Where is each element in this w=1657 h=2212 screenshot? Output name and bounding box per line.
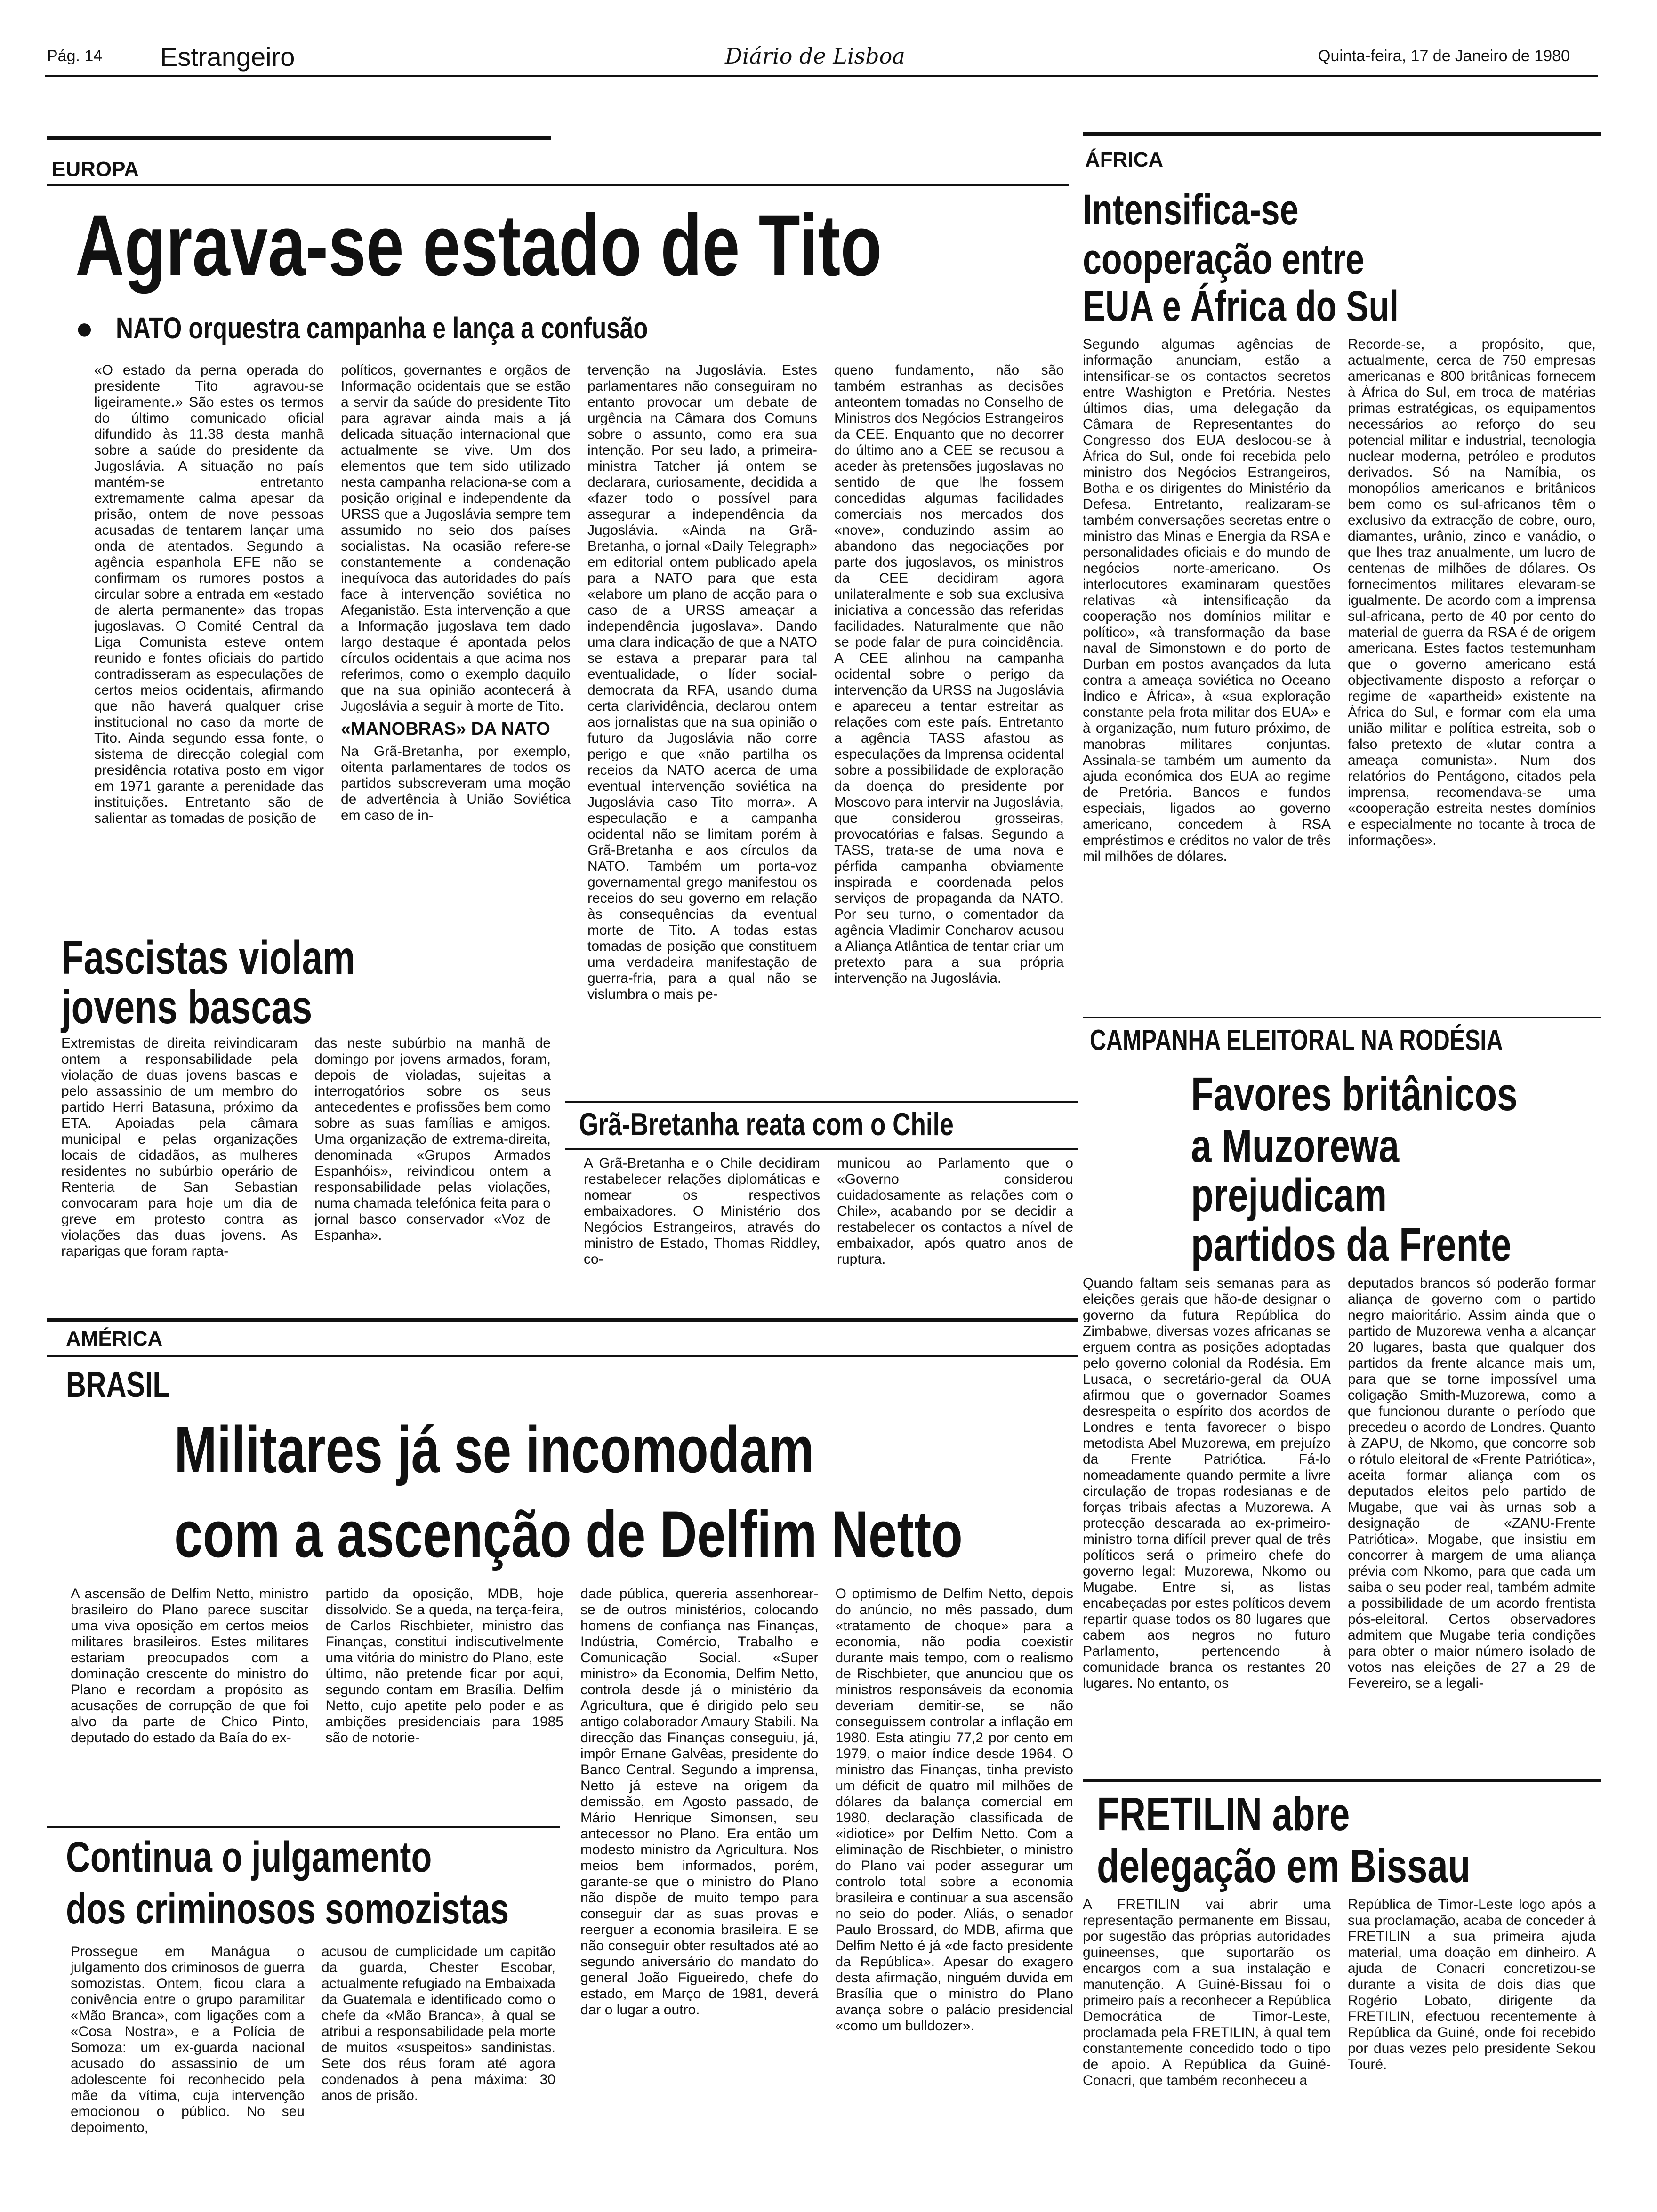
chile-col-2: municou ao Parlamento que o «Governo considerou cuidadosamente as relações com o Chile», acabando por se decidir a restabelecer os contactos a nível de embaixador, após quatro anos de ruptura. bbox=[837, 1155, 1073, 1267]
europa-headline: Agrava-se estado de Tito bbox=[75, 197, 882, 294]
europa-col-2b-text: Na Grã-Bretanha, por exemplo, oitenta parlamentares de todos os partidos subscreveram uma moção de advertência à União Soviética em caso de in- bbox=[341, 744, 571, 823]
africa-headline-3: EUA e África do Sul bbox=[1083, 282, 1399, 330]
chile-headline-rule bbox=[565, 1148, 1078, 1150]
africa-label: ÁFRICA bbox=[1085, 148, 1164, 171]
issue-date: Quinta-feira, 17 de Janeiro de 1980 bbox=[1318, 47, 1570, 65]
rodesia-col-2: deputados brancos só poderão formar aliança de governo com o partido negro maioritário. Assim ainda que o partido de Muzorewa venha a alcançar 20 lugares, basta que qualquer dos partidos da frente alcance mais um, para que se torne impossível uma coligação Smith-Muzorewa, como a que funcionou durante o período que precedeu o acordo de Londres. Quanto à ZAPU, de Nkomo, que concorre sob o rótulo eleitoral de «Frente Patriótica», aceita formar aliança com os deputados eleitos pelo partido de Mugabe, que vai às urnas sob a designação de «ZANU-Frente Patriótica». Mogabe, que insistiu em concorrer à margem de uma aliança prévia com Nkomo, para que cada um saiba o seu poder real, também admite a possibilidade de um acordo frentista pós-eleitoral. Certos observadores admitem que Mugabe teria condições para obter o maior número isolado de votos nas eleições de 27 a 29 de Fevereiro, se a legali- bbox=[1348, 1275, 1596, 1691]
europa-col-2-text: políticos, governantes e orgãos de Informação ocidentais que se estão a servir da saúde do presidente Tito para agravar ainda mais a já delicada situação internacional que actualmente se vive. Um dos elementos que tem sido utilizado nesta campanha relaciona-se com a posição original e independente da URSS que a Jugoslávia sempre tem assumido no seio dos países socialistas. Na ocasião refere-se constantemente a condenação inequívoca das autoridades do país face à intervenção soviética no Afeganistão. Esta intervenção a que a Informação jugoslava tem dado largo destaque é apontada pelos círculos ocidentais a que acima nos referimos, como o exemplo daquilo que na sua opinião acontecerá à Jugoslávia a seguir à morte de Tito. bbox=[341, 362, 571, 714]
america-country: BRASIL bbox=[66, 1365, 170, 1405]
europa-subheading: «MANOBRAS» DA NATO bbox=[341, 719, 550, 739]
europa-col-2 bbox=[341, 362, 571, 927]
rodesia-body bbox=[1083, 1275, 1596, 1746]
fretilin-headline-1: FRETILIN abre bbox=[1097, 1788, 1350, 1841]
fretilin-top-rule bbox=[1083, 1779, 1601, 1782]
newspaper-name: Diário de Lisboa bbox=[725, 43, 905, 69]
fascistas-col-1: Extremistas de direita reivindicaram ontem a responsabilidade pela violação de duas jovens bascas e pelo assassinio de um membro do partido Herri Batasuna, próximo da ETA. Apoiadas pela câmara municipal e pelas organizações locais de cidadãos, as mulheres residentes no subúrbio operário de Renteria de San Sebastian convocaram para hoje um dia de greve em protesto contra as violações das duas jovens. As raparigas que foram rapta- bbox=[61, 1035, 298, 1259]
somozistas-headline-2: dos criminosos somozistas bbox=[66, 1885, 509, 1933]
africa-col-2: Recorde-se, a propósito, que, actualmente, cerca de 750 empresas americanas e 800 britânicas fornecem à África do Sul, em troca de matérias primas estratégicas, os equipamentos necessários ao reforço do seu potencial militar e industrial, tecnologia nuclear moderna, petróleo e produtos derivados. Só na Namíbia, os monopólios americanos e britânicos bem como os sul-africanos têm o exclusivo da extracção de cobre, ouro, diamantes, urânio, zinco e vanádio, o que lhes traz anualmente, um lucro de centenas de milhões de dólares. Os fornecimentos militares elevaram-se igualmente. De acordo com a imprensa sul-africana, perto de 40 por cento do material de guerra da RSA é de origem americana. Estes factos testemunham que o governo americano está objectivamente disposto a reforçar o regime de «apartheid» existente na África do Sul, e formar com ela uma união militar e política estreita, sob o falso pretexto de «lutar contra a ameaça comunista». Num dos relatórios do Pentágono, citados pela imprensa, recomendava-se uma «cooperação estreita nestes domínios e especialmente no tocante à troca de informações». bbox=[1348, 337, 1596, 848]
america-col-1-text: A ascensão de Delfim Netto, ministro brasileiro do Plano parece suscitar uma viva oposição em certos meios militares brasileiros. Estes militares estariam preocupados com a dominação crescente do ministro do Plano e recordam a propósito as acusações de corrupção de que foi alvo da parte de Chico Pinto, deputado do estado da Baía do ex- bbox=[71, 1586, 309, 1746]
america-col-3: dade pública, quereria assenhorear-se de outros ministérios, colocando homens de confiança nas Finanças, Indústria, Comércio, Trabalho e Comunicação Social. «Super ministro» da Economia, Delfim Netto, controla desde já o ministério da Agricultura, que é dirigido pelo seu antigo colaborador Amaury Stabili. Na direcção das Finanças conseguiu, já, impôr Ernane Galvêas, presidente do Banco Central. Segundo a imprensa, Netto já esteve na origem da demissão, em Agosto passado, de Mário Henrique Simonsen, seu antecessor no Plano. Era então um modesto ministro da Agricultura. Nos meios bem informados, porém, garante-se que o ministro do Plano não dispõe de muito tempo para conseguir dar as suas provas e reerguer a economia brasileira. E se não conseguir obter resultados até ao segundo aniversário do mandato do general João Figueiredo, chefe do estado, em Março de 1981, deverá dar o lugar a outro. bbox=[580, 1586, 819, 2018]
chile-top-rule bbox=[565, 1101, 1078, 1103]
masthead-rule bbox=[45, 75, 1598, 77]
africa-headline-1: Intensifica-se bbox=[1083, 186, 1299, 234]
america-label-rule bbox=[47, 1355, 1078, 1357]
bullet-icon: ● bbox=[75, 311, 94, 345]
rodesia-col-1: Quando faltam seis semanas para as eleições gerais que hão-de designar o governo da futura República do Zimbabwe, diversas vozes africanas se erguem contra as posições adoptadas pelo governo colonial da Rodésia. Em Lusaca, o secretário-geral da OUA afirmou que o governador Soames desrespeita o espírito dos acordos de Londres e tenta favorecer o bispo metodista Abel Muzorewa, em prejuízo da Frente Patriótica. Fá-lo nomeadamente quando permite a livre circulação de tropas rodesianas e de forças tribais afectas a Muzorewa. A protecção descarada ao ex-primeiro-ministro torna difícil prever qual de três políticos será o primeiro chefe do governo legal: Muzorewa, Nkomo ou Mugabe. Entre si, as listas encabeçadas por estes políticos devem repartir quase todos os 80 lugares que cabem aos negros no futuro Parlamento, pertencendo à comunidade branca os restantes 20 lugares. No entanto, os bbox=[1083, 1275, 1331, 1691]
america-col-4: O optimismo de Delfim Netto, depois do anúncio, no mês passado, dum «tratamento de choque» para a economia, não podia coexistir durante mais tempo, com o realismo de Rischbieter, que anunciou que os ministros responsáveis da economia deveriam demitir-se, se não conseguissem controlar a inflação em 1980. Esta atingiu 77,2 por cento em 1979, o maior índice desde 1964. O ministro das Finanças, tinha previsto um déficit de quatro mil milhões de dólares da balança comercial em 1980, declaração classificada de «idiotice» por Delfim Netto. Com a eliminação de Rischbieter, o ministro do Plano vai poder assegurar um controlo total sobre a economia brasileira e continuar a sua ascensão no seio do poder. Aliás, o senador Paulo Brossard, do MDB, afirma que Delfim Netto é já «de facto presidente da República». Apesar do exagero desta afirmação, ninguém duvida em Brasília que o ministro do Plano avança sobre o palácio presidencial «como um bulldozer». bbox=[835, 1586, 1073, 2034]
europa-top-rule bbox=[47, 136, 551, 140]
rodesia-label: CAMPANHA ELEITORAL NA RODÉSIA bbox=[1090, 1024, 1503, 1057]
fascistas-col-2: das neste subúrbio na manhã de domingo por jovens armados, foram, depois de violadas, sujeitas a interrogatórios sobre os seus antecedentes e profissões bem como sobre as suas famílias e amigos. Uma organização de extrema-direita, denominada «Grupos Armados Espanhóis», reivindicou ontem a responsabilidade pelas violações, numa chamada telefónica feita para o jornal basco conservador «Voz de Espanha». bbox=[314, 1035, 551, 1243]
america-headline-2: com a ascenção de Delfim Netto bbox=[174, 1497, 963, 1571]
africa-col-1: Segundo algumas agências de informação anunciam, estão a intensificar-se os contactos secretos entre Washigton e Pretória. Nestes últimos dias, uma delegação da Câmara de Representantes do Congresso dos EUA deslocou-se à África do Sul, onde foi recebida pelo ministro dos Negócios Estrangeiros, Botha e os dirigentes do Ministério da Defesa. Entretanto, realizaram-se também conversações secretas entre o ministro das Minas e Energia da RSA e personalidades oficiais e do mundo de negócios norte-americano. Os interlocutores examinaram questões relativas «à intensificação da cooperação nos domínios militar e político», «à transformação da base naval de Simonstown e do porto de Durban em postos avançados da luta contra a ameaça soviética no Oceano Índico e África», à «sua exploração constante pela frota militar dos EUA» e à organização, num futuro próximo, de manobras militares conjuntas. Assinala-se também um aumento da ajuda económica dos EUA ao regime de Pretória. Bancos e fundos especiais, ligados ao governo americano, concedem à RSA empréstimos e créditos no valor de três mil milhões de dólares. bbox=[1083, 337, 1331, 864]
page-number: Pág. 14 bbox=[47, 47, 103, 65]
fascistas-body bbox=[61, 1035, 551, 1280]
section-name: Estrangeiro bbox=[160, 42, 295, 72]
europa-label: EUROPA bbox=[52, 158, 139, 181]
somozistas-col-1: Prossegue em Manágua o julgamento dos criminosos de guerra somozistas. Ontem, ficou clara a conivência entre o grupo paramilitar «Mão Branca», com ligações com a «Cosa Nostra», e a Polícia de Somoza: um ex-guarda nacional acusado do assassinio de um adolescente foi reconhecido pela mãe da vítima, cuja intervenção emocionou o público. No seu depoimento, bbox=[71, 1944, 305, 2135]
somozistas-headline-1: Continua o julgamento bbox=[66, 1833, 432, 1881]
europa-col-4: queno fundamento, não são também estranhas as decisões anteontem tomadas no Conselho de Ministros dos Negócios Estrangeiros da CEE. Enquanto que no decorrer do último ano a CEE se recusou a aceder às pretensões jugoslavas no sentido de que lhe fossem concedidas algumas facilidades comerciais nos mercados dos «nove», conduzindo assim ao abandono das negociações por parte dos jugoslavos, os ministros da CEE decidiram agora unilateralmente e sob sua exclusiva iniciativa a concessão das referidas facilidades. Naturalmente que não se pode falar de pura coincidência. A CEE alinhou na campanha ocidental sobre o perigo da intervenção da URSS na Jugoslávia e apareceu a tentar estreitar as relações com este país. Entretanto a agência TASS afastou as especulações da Imprensa ocidental sobre a possibilidade de exploração da doença do presidente por Moscovo para intervir na Jugoslávia, que considerou grosseiras, provocatórias e falsas. Segundo a TASS, trata-se de uma nova e pérfida campanha obviamente inspirada e coordenada pelos serviços de propaganda da NATO. Por seu turno, o comentador da agência Vladimir Concharov acusou a Aliança Atlântica de tentar criar um pretexto para a sua própria intervenção na Jugoslávia. bbox=[834, 362, 1064, 986]
somozistas-top-rule bbox=[47, 1826, 560, 1828]
somozistas-col-2: acusou de cumplicidade um capitão da guarda, Chester Escobar, actualmente refugiado na Embaixada da Guatemala e identificado como o chefe da «Mão Branca», à qual se atribui a responsabilidade pela morte de muitos «suspeitos» sandinistas. Sete dos réus foram até agora condenados à pena máxima: 30 anos de prisão. bbox=[322, 1944, 555, 2103]
rodesia-headline-3: prejudicam bbox=[1191, 1169, 1387, 1222]
america-headline-1: Militares já se incomodam bbox=[174, 1412, 814, 1486]
africa-headline-2: cooperação entre bbox=[1083, 235, 1365, 283]
africa-top-rule bbox=[1083, 132, 1601, 136]
fascistas-headline-1: Fascistas violam bbox=[61, 931, 355, 984]
africa-body bbox=[1083, 337, 1596, 1014]
chile-headline: Grã-Bretanha reata com o Chile bbox=[579, 1106, 954, 1142]
america-top-rule bbox=[47, 1318, 1078, 1322]
fretilin-col-2: República de Timor-Leste logo após a sua proclamação, acaba de conceder à FRETILIN a sua primeira ajuda material, uma doação em dinheiro. A ajuda de Conacri concretizou-se durante a visita de dois dias que Rogério Lobato, dirigente da FRETILIN, efectuou recentemente à República da Guiné, onde foi recebido por duas vezes pelo presidente Sekou Touré. bbox=[1348, 1897, 1596, 2072]
rodesia-headline-4: partidos da Frente bbox=[1191, 1218, 1512, 1271]
europa-label-rule bbox=[47, 184, 1069, 186]
chile-body bbox=[584, 1155, 1073, 1297]
europa-col-1: «O estado da perna operada do presidente Tito agravou-se ligeiramente.» São estes os termos do último comunicado oficial difundido às 11.38 desta manhã sobre a saúde do presidente da Jugoslávia. A situação no país mantém-se entretanto extremamente calma apesar da prisão, ontem de nove pessoas acusadas de tentarem lançar uma onda de atentados. Segundo a agência espanhola EFE não se confirmam os rumores postos a circular sobre a entrada em «estado de alerta permanente» das tropas jugoslavas. O Comité Central da Liga Comunista esteve ontem reunido e fontes oficiais do partido contradisseram as especulações de certos meios ocidentais, afirmando que não haverá qualquer crise institucional no caso da morte de Tito. Ainda segundo essa fonte, o sistema de direcção colegial com presidência rotativa posto em vigor em 1971 garante a perenidade das instituições. Entretanto são de salientar as tomadas de posição de bbox=[94, 362, 324, 826]
america-label: AMÉRICA bbox=[66, 1327, 163, 1350]
europa-subhead bbox=[75, 311, 781, 345]
rodesia-headline-1: Favores britânicos bbox=[1191, 1068, 1518, 1121]
fascistas-headline-2: jovens bascas bbox=[61, 981, 313, 1034]
europa-subhead-text: NATO orquestra campanha e lança a confusão bbox=[116, 311, 648, 345]
fretilin-body bbox=[1083, 1897, 1596, 2179]
rodesia-headline-2: a Muzorewa bbox=[1191, 1120, 1400, 1172]
europa-col-3: tervenção na Jugoslávia. Estes parlamentares não conseguiram no entanto provocar um debate de urgência na Câmara dos Comuns sobre o assunto, como era sua intenção. Por seu lado, a primeira-ministra Tatcher já ontem se declarara, curiosamente, decidida a «fazer todo o possível para assegurar a independência da Jugoslávia. «Ainda na Grã-Bretanha, o jornal «Daily Telegraph» em editorial ontem publicado apela para a NATO para que esta «elabore um plano de acção para o caso de a URSS ameaçar a independência jugoslava». Dando uma clara indicação de que a NATO se estava a preparar para tal eventualidade, o líder social-democrata da RFA, usando duma certa clarividência, declarou ontem aos jornalistas que na sua opinião o futuro da Jugoslávia não corre perigo e que «não partilha os receios da NATO acerca de uma eventual intervenção soviética na Jugoslávia caso Tito morra». A especulação e a campanha ocidental não se limitam porém à Grã-Bretanha e aos círculos da NATO. Também um porta-voz governamental grego manifestou os receios do seu governo em relação às consequências da eventual morte de Tito. A todas estas tomadas de posição que constituem uma verdadeira manifestação de guerra-fria, para a qual não se vislumbra o mais pe- bbox=[587, 362, 817, 1002]
fretilin-headline-2: delegação em Bissau bbox=[1097, 1840, 1471, 1892]
rodesia-top-rule bbox=[1083, 1017, 1601, 1018]
chile-col-1: A Grã-Bretanha e o Chile decidiram restabelecer relações diplomáticas e nomear os respectivos embaixadores. O Ministério dos Negócios Estrangeiros, através do ministro de Estado, Thomas Riddley, co- bbox=[584, 1155, 820, 1267]
somozistas-body bbox=[71, 1944, 555, 2188]
fretilin-col-1: A FRETILIN vai abrir uma representação permanente em Bissau, por sugestão das próprias autoridades guineenses, que suportarão os encargos com a sua instalação e manutenção. A Guiné-Bissau foi o primeiro país a reconhecer a República Democrática de Timor-Leste, proclamada pela FRETILIN, à qual tem constantemente concedido todo o tipo de apoio. A República da Guiné-Conacri, que também reconheceu a bbox=[1083, 1897, 1331, 2088]
america-col-2: partido da oposição, MDB, hoje dissolvido. Se a queda, na terça-feira, de Carlos Rischbieter, ministro das Finanças, constitui indiscutivelmente uma vitória do ministro do Plano, este último, não pretende ficar por aqui, segundo contam em Brasília. Delfim Netto, cujo apetite pelo poder e as ambições presidenciais para 1985 são de notorie- bbox=[325, 1586, 563, 1746]
